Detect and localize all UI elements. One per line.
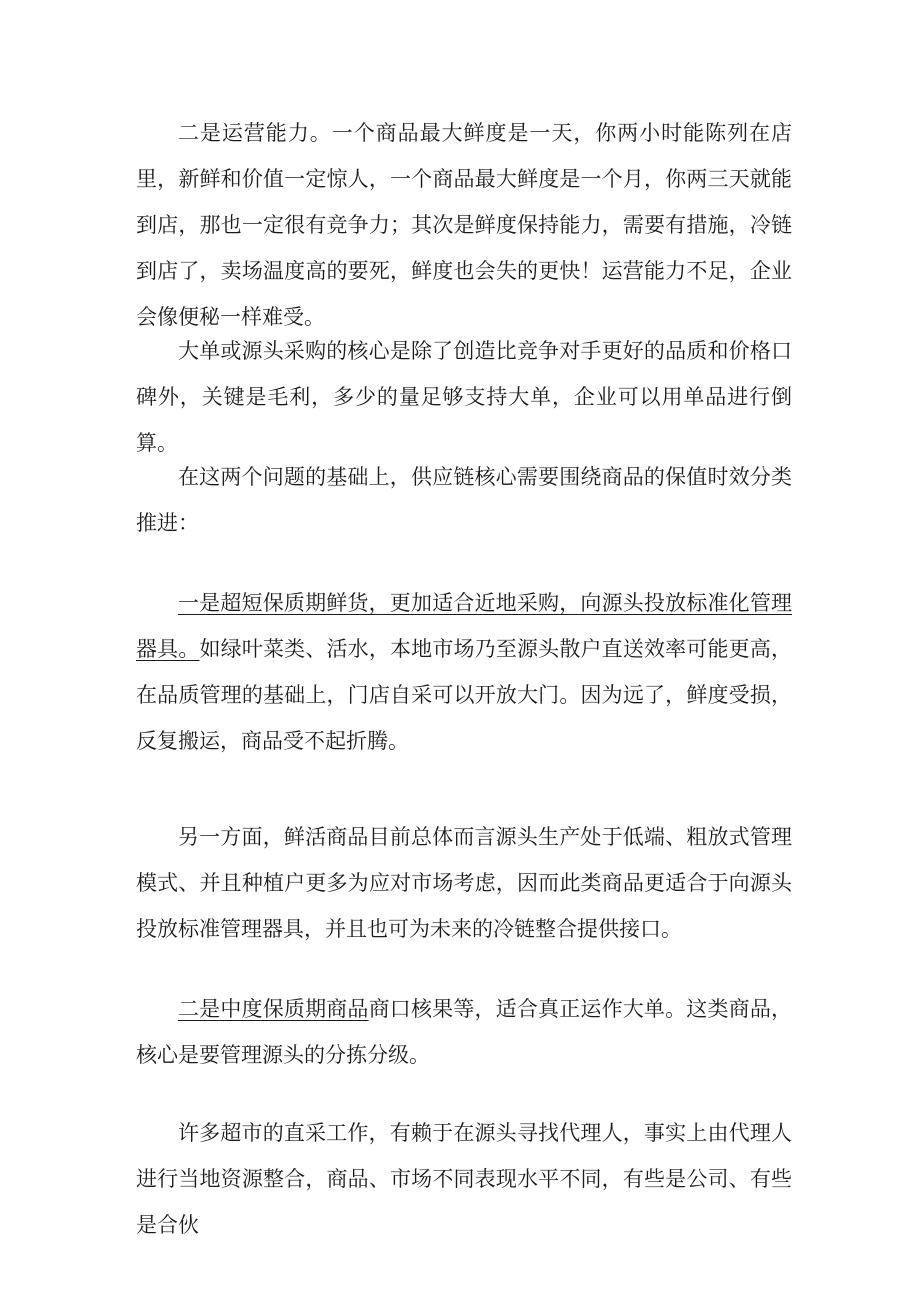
paragraph-bulk-purchase	[136, 328, 792, 466]
paragraph-text: 另一方面，鲜活商品目前总体而言源头生产处于低端、粗放式管理模式、并且种植户更多为应对市场考虑，因而此类商品更适合于向源头投放标准管理器具，并且也可为未来的冷链整合提供接口。	[136, 825, 792, 941]
paragraph-text: 商口核果等，适合真正运作大单。这类商品，核心是要管理源头的分拣分级。	[136, 997, 793, 1067]
paragraph-text: 如绿叶菜类、活水，本地市场乃至源头散户直送效率可能更高，在品质管理的基础上，门店自采可以开放大门。因为远了，鲜度受损，反复搬运，商品受不起折腾。	[136, 637, 792, 753]
paragraph-operations	[136, 110, 792, 340]
paragraph-text: 在这两个问题的基础上，供应链核心需要围绕商品的保值时效分类推进：	[136, 465, 792, 535]
paragraph-fresh-goods	[136, 814, 792, 952]
paragraph-supply-chain-intro	[136, 454, 792, 546]
paragraph-medium-shelf-life	[136, 986, 792, 1078]
paragraph-text: 大单或源头采购的核心是除了创造比竞争对手更好的品质和价格口碑外，关键是毛利，多少的量足够支持大单，企业可以用单品进行倒算。	[136, 339, 792, 455]
document-body	[136, 110, 793, 1237]
paragraph-text: 二是运营能力。一个商品最大鲜度是一天，你两小时能陈列在店里，新鲜和价值一定惊人，一个商品最大鲜度是一个月，你两三天就能到店，那也一定很有竞争力；其次是鲜度保持能力，需要有措施，冷链到店了，卖场温度高的要死，鲜度也会失的更快！运营能力不足，企业会像便秘一样难受。	[136, 121, 792, 329]
paragraph-text: 许多超市的直采工作，有赖于在源头寻找代理人，事实上由代理人进行当地资源整合，商品、市场不同表现水平不同，有些是公司、有些是合伙	[136, 1121, 792, 1237]
underlined-heading: 二是中度保质期商品	[178, 997, 369, 1021]
paragraph-direct-sourcing	[136, 1110, 792, 1248]
underlined-heading: 一是超短保质期鲜货，更加适合近地采购，向源头投放标准化管理器具。	[136, 591, 792, 661]
paragraph-short-shelf-life	[136, 580, 792, 764]
